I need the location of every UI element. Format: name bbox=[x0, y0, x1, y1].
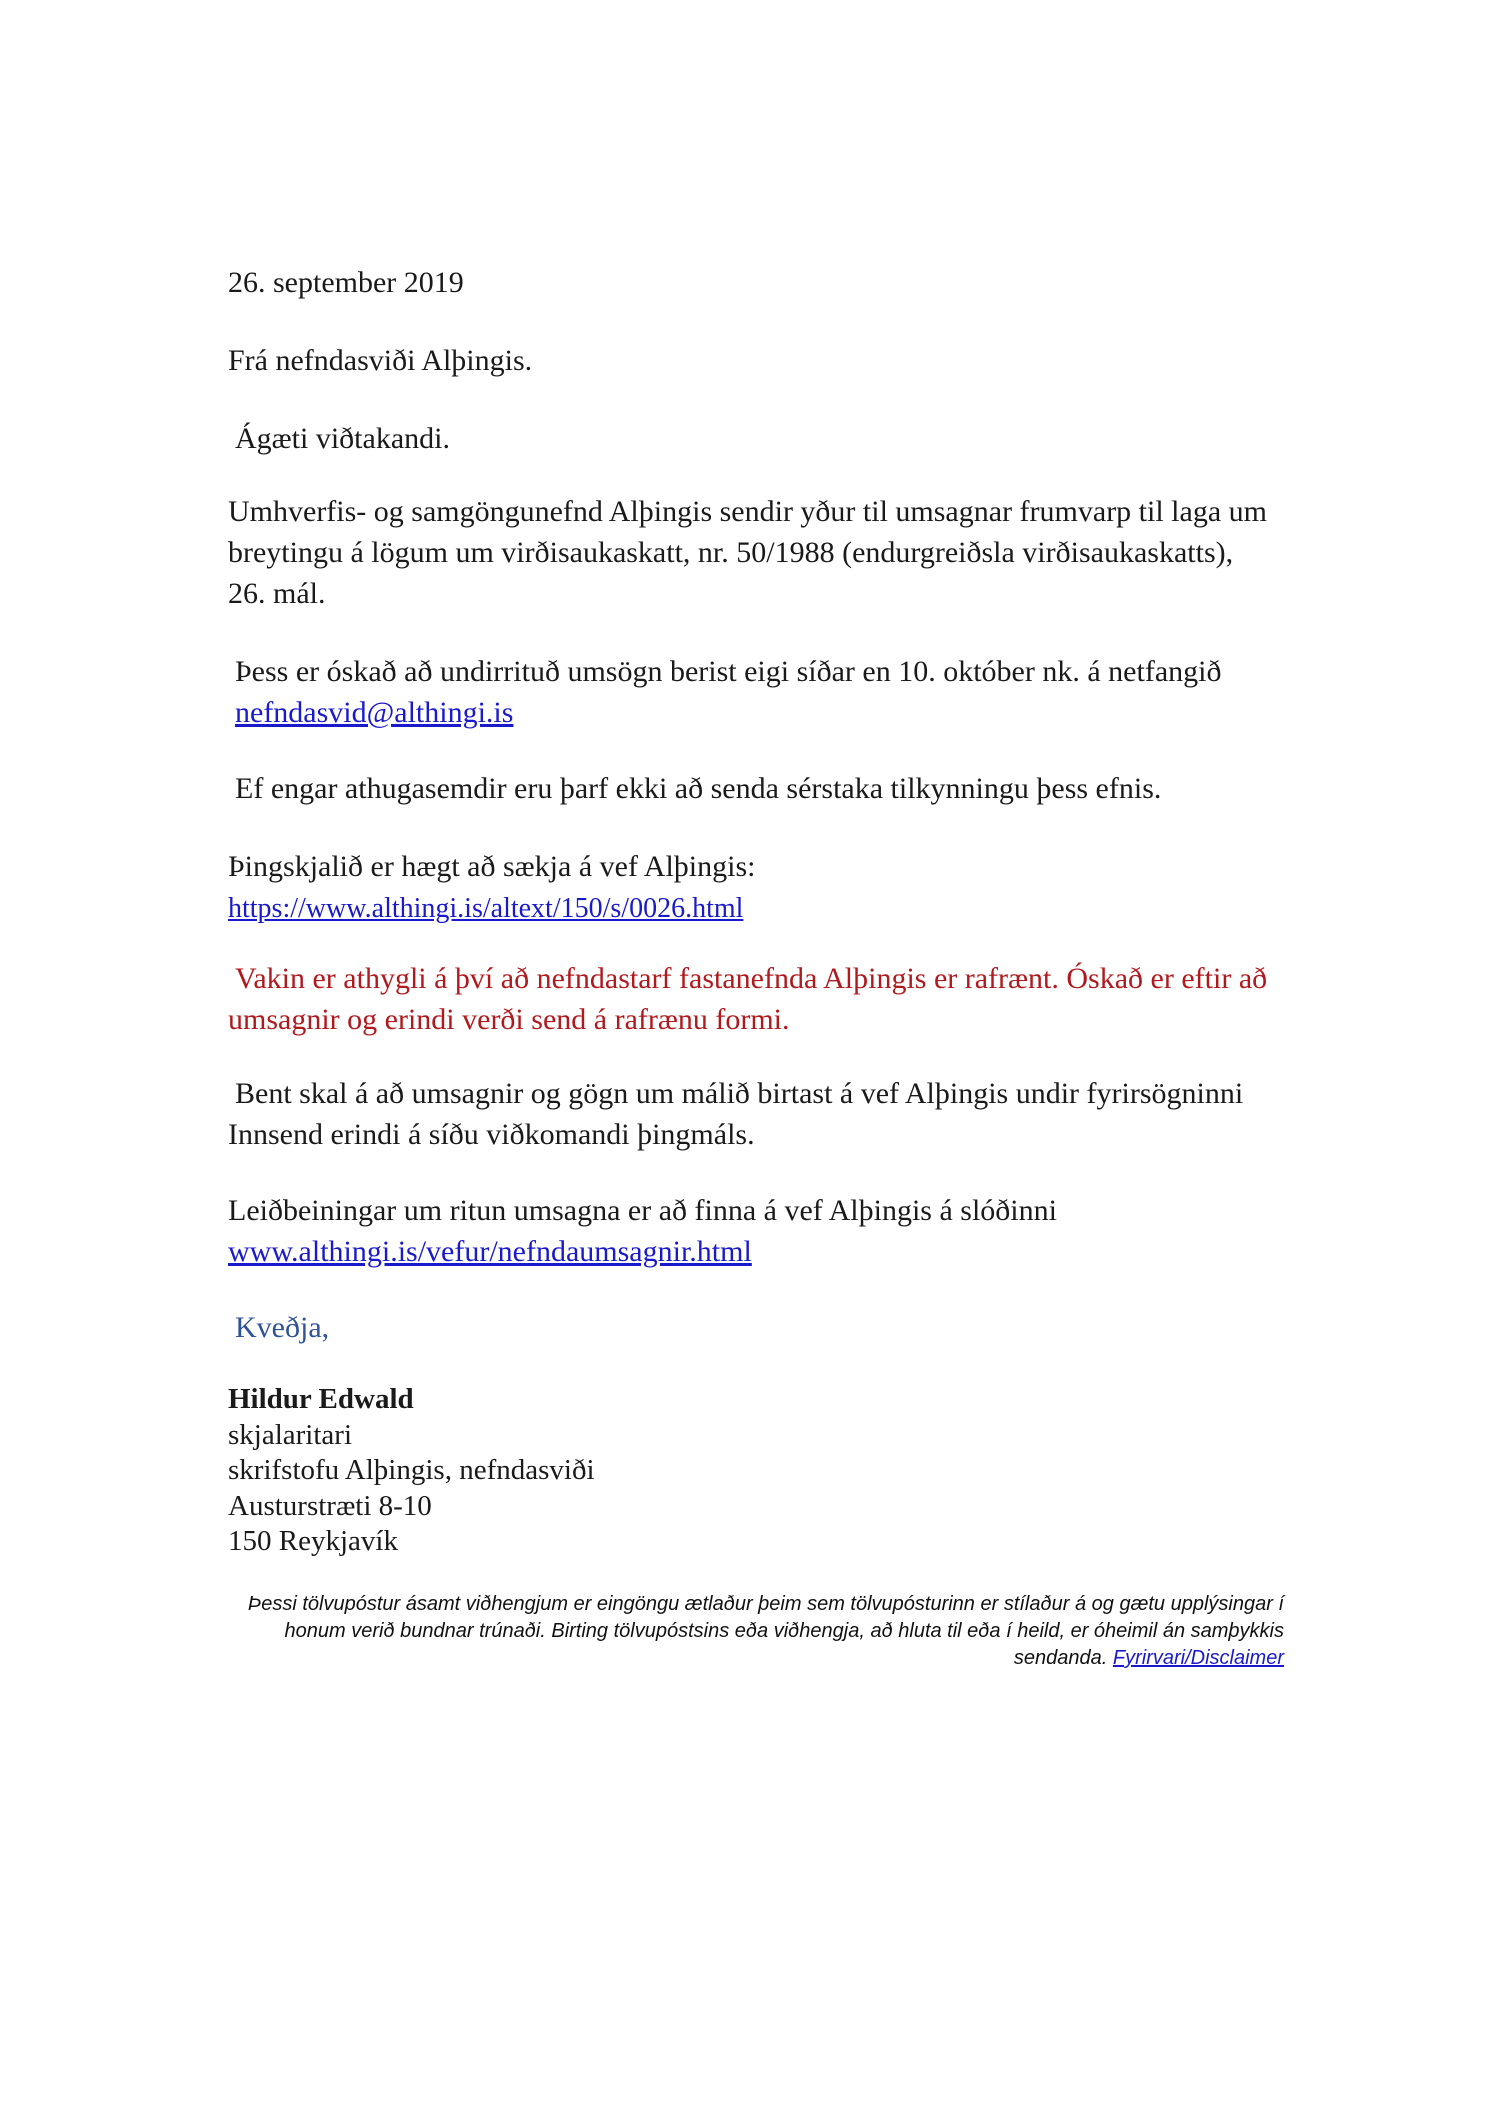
letter-from: Frá nefndasviði Alþingis. bbox=[228, 344, 533, 377]
email-link[interactable]: nefndasvid@althingi.is bbox=[235, 696, 514, 729]
paragraph-no-comments: Ef engar athugasemdir eru þarf ekki að senda sérstaka tilkynningu þess efnis. bbox=[235, 772, 1162, 805]
document-url-link[interactable]: https://www.althingi.is/altext/150/s/0026.html bbox=[228, 893, 744, 924]
signature-name: Hildur Edwald bbox=[228, 1383, 414, 1415]
signature-office: skrifstofu Alþingis, nefndasviði bbox=[228, 1454, 595, 1486]
paragraph-deadline-text: Þess er óskað að undirrituð umsögn berist eigi síðar en 10. október nk. á netfangið bbox=[235, 655, 1222, 688]
signature-title: skjalaritari bbox=[228, 1418, 353, 1451]
disclaimer-link[interactable]: Fyrirvari/Disclaimer bbox=[1112, 1647, 1284, 1669]
electronic-notice-text: Vakin er athygli á því að nefndastarf fastanefnda Alþingis er rafrænt. Óskað er eftir að umsagnir og erindi verði send á rafrænu formi. bbox=[228, 962, 1268, 1036]
letter-closing: Kveðja, bbox=[235, 1311, 330, 1344]
signature-block bbox=[228, 1382, 1028, 1560]
paragraph-document bbox=[228, 846, 1288, 929]
disclaimer bbox=[228, 1591, 1284, 1672]
signature-city: 150 Reykjavík bbox=[228, 1525, 398, 1557]
paragraph-request: Umhverfis- og samgöngunefnd Alþingis sendir yður til umsagnar frumvarp til laga um breytingu á lögum um virðisaukaskatt, nr. 50/1988 (endurgreiðsla virðisaukaskatts), 26. mál. bbox=[228, 495, 1267, 610]
paragraph-publication bbox=[228, 1073, 1288, 1155]
publication-text: Bent skal á að umsagnir og gögn um málið birtast á vef Alþingis undir fyrirsögninni Innsend erindi á síðu viðkomandi þingmáls. bbox=[228, 1077, 1244, 1151]
signature-street: Austurstræti 8-10 bbox=[228, 1489, 432, 1522]
letter-greeting: Ágæti viðtakandi. bbox=[235, 422, 450, 455]
paragraph-deadline bbox=[228, 651, 1295, 733]
paragraph-electronic-notice bbox=[228, 958, 1288, 1040]
paragraph-guidelines bbox=[228, 1190, 1288, 1272]
paragraph-document-text: Þingskjalið er hægt að sækja á vef Alþingis: bbox=[228, 850, 756, 883]
guidelines-text: Leiðbeiningar um ritun umsagna er að finna á vef Alþingis á slóðinni bbox=[228, 1194, 1057, 1227]
disclaimer-text: Þessi tölvupóstur ásamt viðhengjum er eingöngu ætlaður þeim sem tölvupósturinn er stílaður á og gætu upplýsingar í honum verið bundnar trúnaði. Birting tölvupóstsins eða viðhengja, að hluta til eða í heild, er óheimil án samþykkis sendanda. bbox=[247, 1593, 1284, 1669]
guidelines-url-link[interactable]: www.althingi.is/vefur/nefndaumsagnir.html bbox=[228, 1235, 752, 1268]
letter-date: 26. september 2019 bbox=[228, 266, 464, 299]
